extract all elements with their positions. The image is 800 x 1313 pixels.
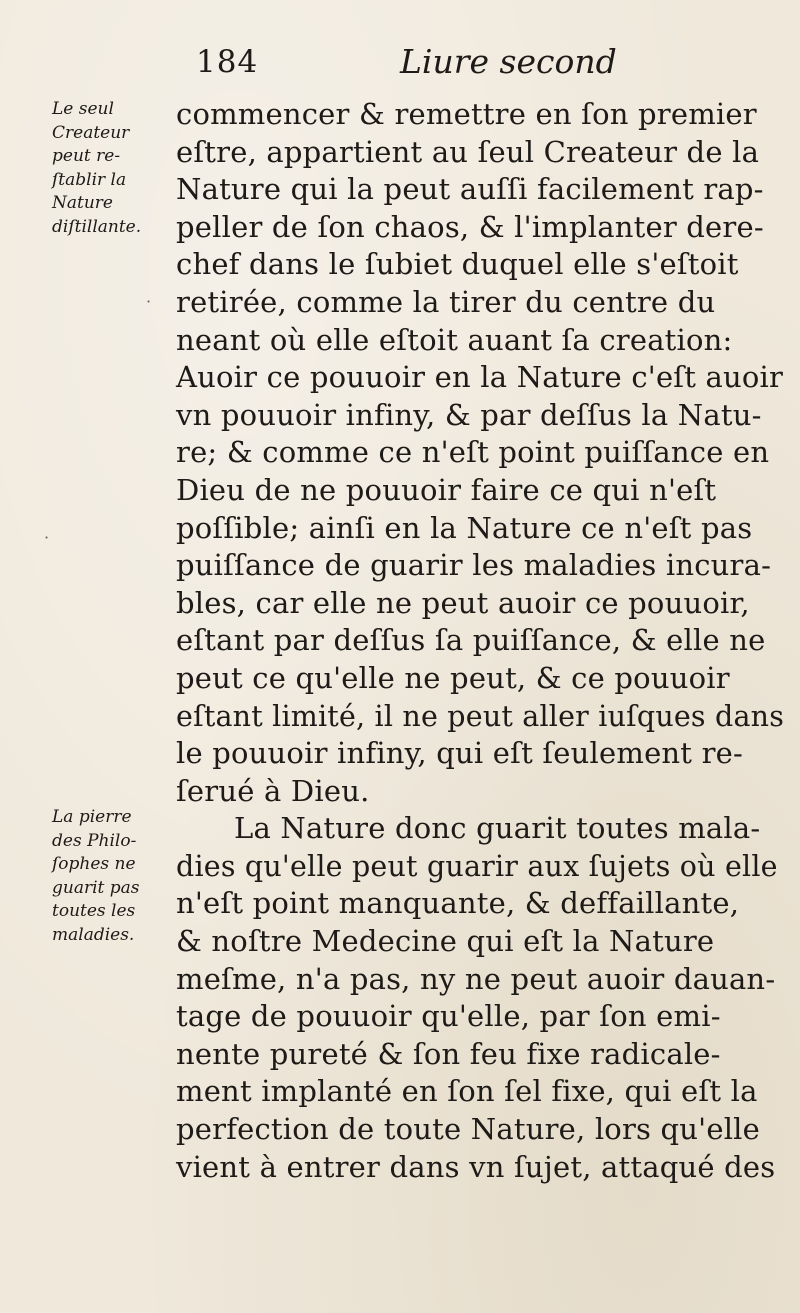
stray-ink-mark: ·	[44, 528, 50, 547]
text-line: chef dans le ſubiet duquel elle s'eſtoit	[176, 247, 739, 282]
paragraph-start-line: La Nature donc guarit toutes mala-	[234, 811, 761, 846]
text-line: ment implanté en ſon ſel fixe, qui eſt la	[176, 1074, 758, 1109]
text-line: nente pureté & ſon feu fixe radicale-	[176, 1036, 721, 1071]
text-line: ſerué à Dieu.	[176, 773, 370, 808]
text-line: n'eſt point manquante, & deffaillante,	[176, 886, 740, 921]
text-line: Nature qui la peut auſſi facilement rap-	[176, 172, 764, 207]
text-line: dies qu'elle peut guarir aux ſujets où elle	[176, 849, 778, 883]
margin-note-line: des Philo-	[52, 830, 137, 851]
text-line: & noſtre Medecine qui eſt la Nature	[176, 924, 715, 959]
text-line: bles, car elle ne peut auoir ce pouuoir,	[176, 585, 750, 620]
text-line: peut ce qu'elle ne peut, & ce pouuoir	[176, 660, 730, 695]
text-line: meſme, n'a pas, ny ne peut auoir dauan-	[176, 961, 776, 996]
running-title: Liure second	[400, 42, 617, 81]
text-line: retirée, comme la tirer du centre du	[176, 284, 716, 319]
text-line: vn pouuoir infiny, & par deſſus la Natu-	[176, 397, 762, 432]
text-line: eſtre, appartient au ſeul Createur de la	[176, 134, 760, 169]
text-line: neant où elle eſtoit auant ſa creation:	[176, 322, 733, 357]
margin-note-line: guarit pas	[52, 877, 140, 898]
text-line: re; & comme ce n'eſt point puiſſance en	[176, 435, 770, 470]
text-line: tage de pouuoir qu'elle, par ſon emi-	[176, 999, 721, 1034]
text-line: puiſſance de guarir les maladies incura-	[176, 548, 772, 583]
text-line: vient à entrer dans vn ſujet, attaqué des	[176, 1149, 776, 1184]
margin-note-line: La pierre	[52, 807, 132, 827]
text-line: Dieu de ne pouuoir faire ce qui n'eſt	[176, 472, 717, 507]
margin-note-line: Le seul	[52, 99, 114, 119]
margin-note-line: peut re-	[52, 146, 121, 166]
margin-note-line: ſtablir la	[52, 169, 127, 190]
text-line: perfection de toute Nature, lors qu'elle	[176, 1112, 761, 1147]
text-line: Auoir ce pouuoir en la Nature c'eſt auoir	[176, 360, 784, 395]
text-line: commencer & remettre en ſon premier	[176, 97, 757, 131]
body-text	[176, 96, 786, 1186]
margin-note-pierre	[52, 806, 172, 947]
text-line: eſtant limité, il ne peut aller iuſques dans	[176, 699, 785, 733]
stray-ink-mark: ·	[146, 292, 152, 311]
text-line: eſtant par deſſus ſa puiſſance, & elle ne	[176, 623, 766, 658]
text-line: peller de ſon chaos, & l'implanter dere-	[176, 209, 764, 244]
margin-note-createur	[52, 98, 172, 239]
page-number: 184	[196, 44, 259, 80]
margin-note-line: maladies.	[52, 924, 135, 945]
margin-note-line: Createur	[52, 122, 130, 143]
text-line: le pouuoir infiny, qui eſt ſeulement re-	[176, 736, 744, 771]
text-line: poſſible; ainſi en la Nature ce n'eſt pas	[176, 510, 753, 545]
margin-note-line: ſophes ne	[52, 854, 136, 874]
margin-note-line: Nature	[52, 193, 113, 213]
running-head	[0, 38, 800, 98]
margin-note-line: diſtillante.	[52, 216, 142, 237]
margin-note-line: toutes les	[52, 901, 136, 921]
